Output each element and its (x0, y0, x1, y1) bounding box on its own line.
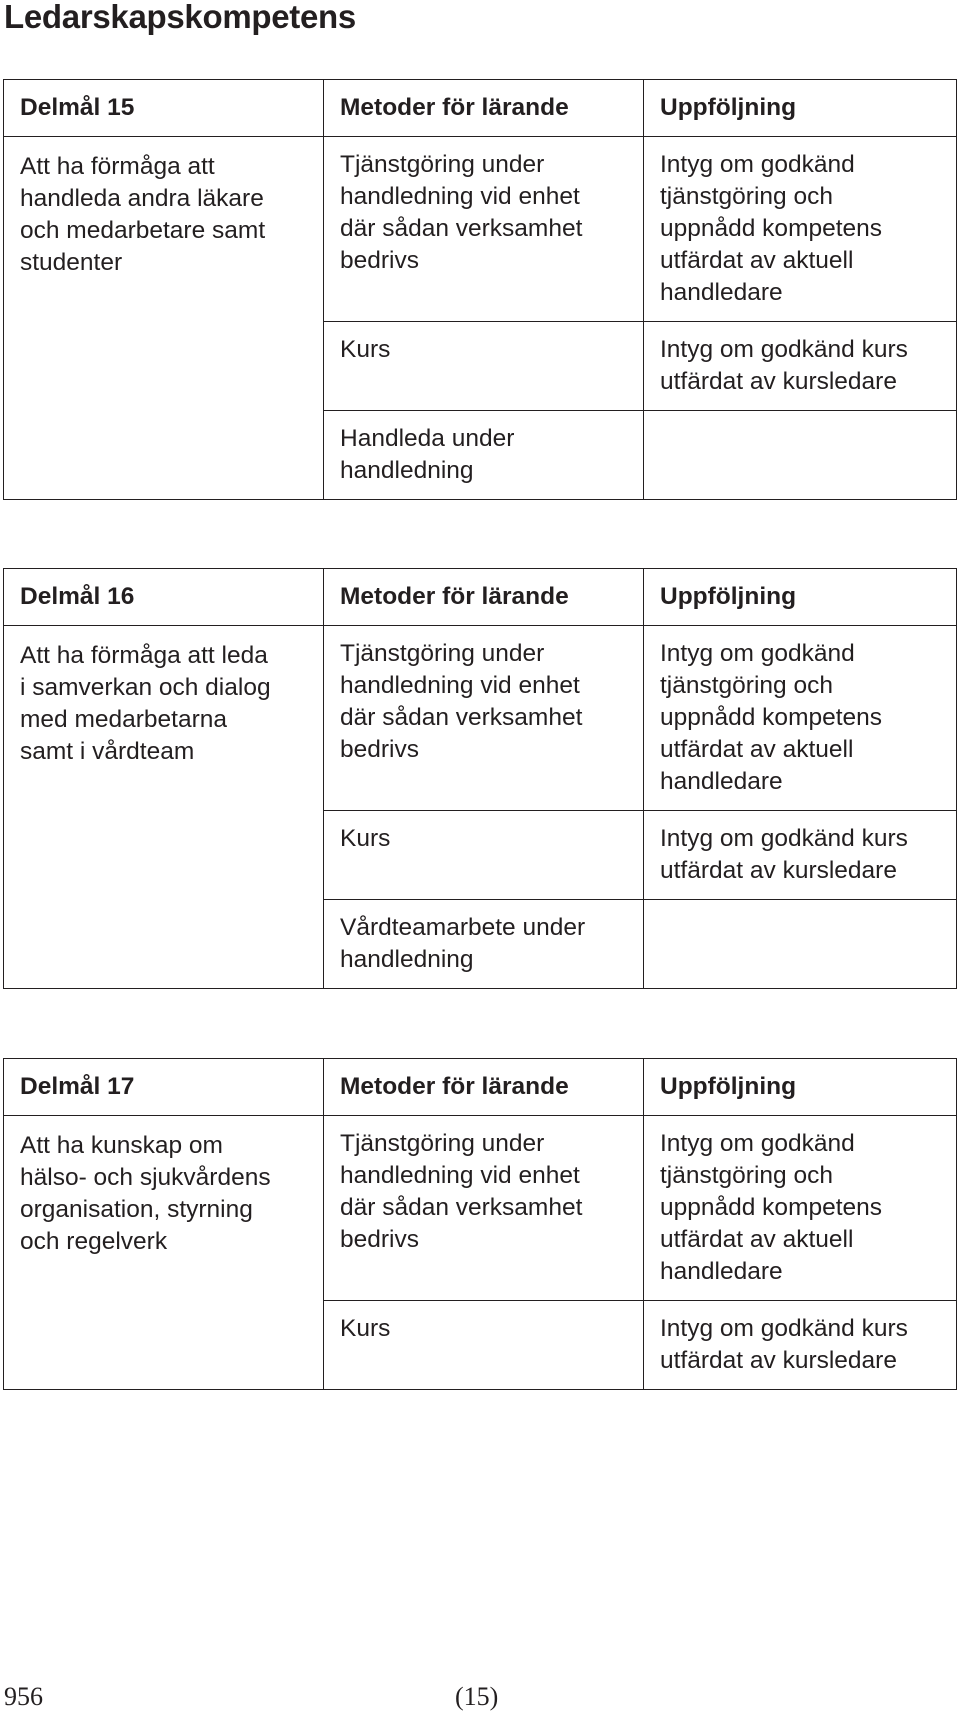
followup-text: Intyg om godkänd kurs utfärdat av kursledare (660, 1315, 908, 1374)
followup-header: Uppföljning (644, 569, 957, 626)
method-cell (324, 411, 644, 500)
page-number: 956 (4, 1682, 43, 1711)
page-title: Ledarskapskompetens (4, 0, 356, 35)
goal-header-row (4, 80, 957, 137)
followup-cell (644, 811, 957, 900)
goal-description-cell (4, 626, 324, 989)
method-cell (324, 137, 644, 322)
followup-text: Intyg om godkänd kurs utfärdat av kursledare (660, 336, 908, 395)
methods-header: Metoder för lärande (324, 80, 644, 137)
method-text: Vårdteamarbete under handledning (340, 914, 586, 973)
followup-text: Intyg om godkänd tjänstgöring och uppnådd kompetens utfärdat av aktuell handledare (660, 151, 883, 306)
method-cell (324, 1116, 644, 1301)
method-text: Handleda under handledning (340, 425, 515, 484)
followup-header: Uppföljning (644, 80, 957, 137)
goal-table-15 (3, 79, 957, 500)
methods-header: Metoder för lärande (324, 569, 644, 626)
goal-header-row (4, 1059, 957, 1116)
method-text: Tjänstgöring under handledning vid enhet där sådan verksamhet bedrivs (340, 640, 583, 763)
goal-title: Delmål 17 (4, 1059, 324, 1116)
goal-row (4, 137, 957, 322)
goal-description: Att ha kunskap om hälso- och sjukvårdens organisation, styrning och regelverk (20, 1132, 271, 1255)
method-text: Kurs (340, 1315, 391, 1342)
method-text: Kurs (340, 336, 391, 363)
method-text: Kurs (340, 825, 391, 852)
followup-cell (644, 411, 957, 500)
followup-text: Intyg om godkänd tjänstgöring och uppnådd kompetens utfärdat av aktuell handledare (660, 640, 883, 795)
goal-row (4, 626, 957, 811)
section-number: (15) (455, 1682, 499, 1711)
method-cell (324, 626, 644, 811)
method-text: Tjänstgöring under handledning vid enhet där sådan verksamhet bedrivs (340, 1130, 583, 1253)
goal-description: Att ha förmåga att leda i samverkan och dialog med medarbetarna samt i vårdteam (20, 642, 271, 765)
goal-title: Delmål 15 (4, 80, 324, 137)
followup-cell (644, 1301, 957, 1390)
goal-description-cell (4, 1116, 324, 1390)
method-cell (324, 900, 644, 989)
followup-cell (644, 322, 957, 411)
followup-text: Intyg om godkänd tjänstgöring och uppnådd kompetens utfärdat av aktuell handledare (660, 1130, 883, 1285)
method-cell (324, 322, 644, 411)
followup-cell (644, 626, 957, 811)
methods-header: Metoder för lärande (324, 1059, 644, 1116)
goal-table-17 (3, 1058, 957, 1390)
goal-description-cell (4, 137, 324, 500)
method-cell (324, 1301, 644, 1390)
method-text: Tjänstgöring under handledning vid enhet där sådan verksamhet bedrivs (340, 151, 583, 274)
followup-text: Intyg om godkänd kurs utfärdat av kursledare (660, 825, 908, 884)
goal-description: Att ha förmåga att handleda andra läkare och medarbetare samt studenter (20, 153, 266, 276)
goal-row (4, 1116, 957, 1301)
goal-table-16 (3, 568, 957, 989)
followup-cell (644, 1116, 957, 1301)
method-cell (324, 811, 644, 900)
goal-title: Delmål 16 (4, 569, 324, 626)
followup-cell (644, 900, 957, 989)
followup-header: Uppföljning (644, 1059, 957, 1116)
followup-cell (644, 137, 957, 322)
goal-header-row (4, 569, 957, 626)
